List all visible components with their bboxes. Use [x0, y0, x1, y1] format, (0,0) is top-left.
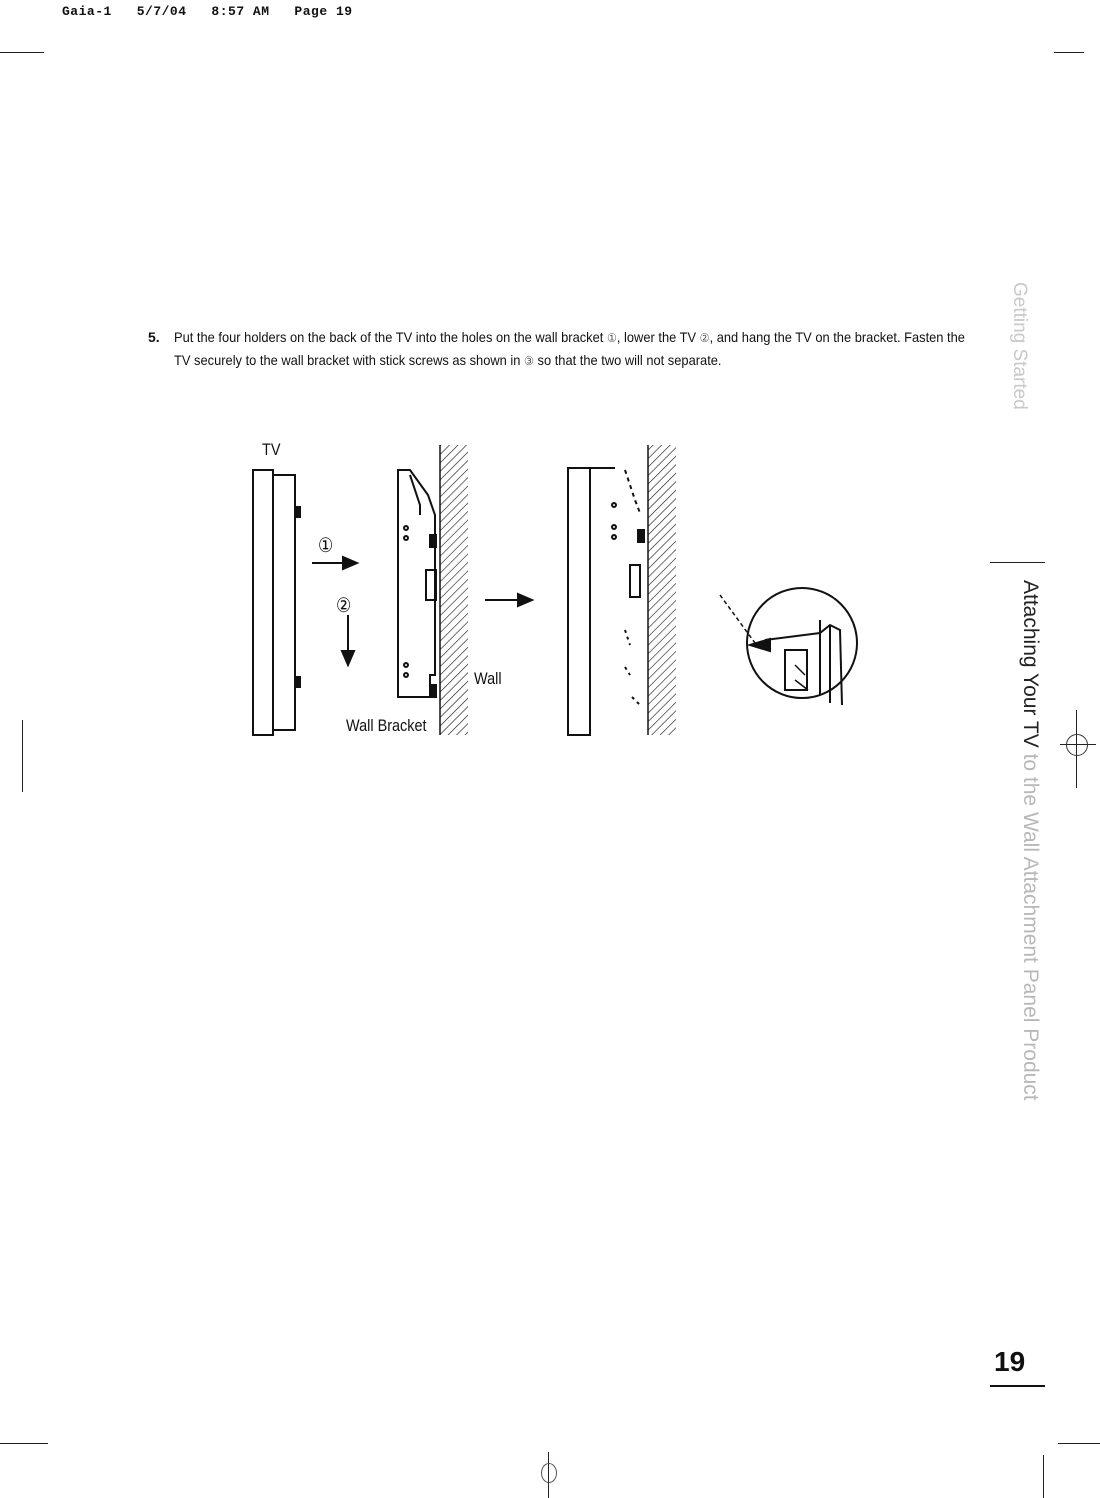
arrow-right-icon [485, 594, 532, 606]
label-tv: TV [262, 440, 281, 459]
arrow-right-icon [312, 557, 357, 569]
page-number: 19 [994, 1346, 1026, 1377]
crop-mark [1058, 1443, 1100, 1444]
side-tab [990, 262, 1045, 1132]
ref-marker-1: ① [606, 331, 617, 345]
step-text: Put the four holders on the back of the TV into the holes on the wall bracket ①, lower the TV ②, and hang the TV on the bracket. Fasten the TV securely to the wall bracket with stick screws as shown in ③ so that the two will not separate. [174, 329, 965, 368]
crop-mark [0, 52, 44, 53]
side-tab-section: Getting Started [1009, 282, 1030, 410]
arrow-down-icon [342, 615, 354, 665]
crop-mark [1054, 52, 1084, 53]
side-tab-divider [990, 562, 1045, 563]
crop-mark [1043, 1455, 1044, 1498]
wall-hatch [440, 445, 468, 735]
label-wall-bracket: Wall Bracket [346, 716, 427, 735]
step-5 [148, 326, 965, 372]
registration-circle-icon [541, 1463, 557, 1483]
wall-bracket [398, 470, 436, 697]
print-header: Gaia-1 5/7/04 8:57 AM Page 19 [62, 4, 353, 19]
crop-mark [22, 720, 23, 792]
marker-1: ① [318, 535, 334, 557]
wall-mount-diagram [230, 435, 880, 755]
ref-marker-3: ③ [524, 354, 534, 368]
label-wall: Wall [474, 669, 502, 688]
screw-detail-circle [720, 588, 857, 705]
marker-2: ② [336, 595, 352, 617]
mounted-tv [568, 468, 644, 735]
registration-circle-icon [1066, 734, 1088, 756]
page-number-rule [990, 1385, 1045, 1387]
wall-hatch [648, 445, 676, 735]
wall-mount-illustration [230, 435, 880, 755]
step-number: 5. [148, 329, 160, 345]
side-tab-title: Attaching Your TV to the Wall Attachment Panel Product [1019, 580, 1042, 1101]
tv-side-view [253, 470, 300, 735]
ref-marker-2: ② [699, 331, 710, 345]
crop-mark [0, 1443, 48, 1444]
